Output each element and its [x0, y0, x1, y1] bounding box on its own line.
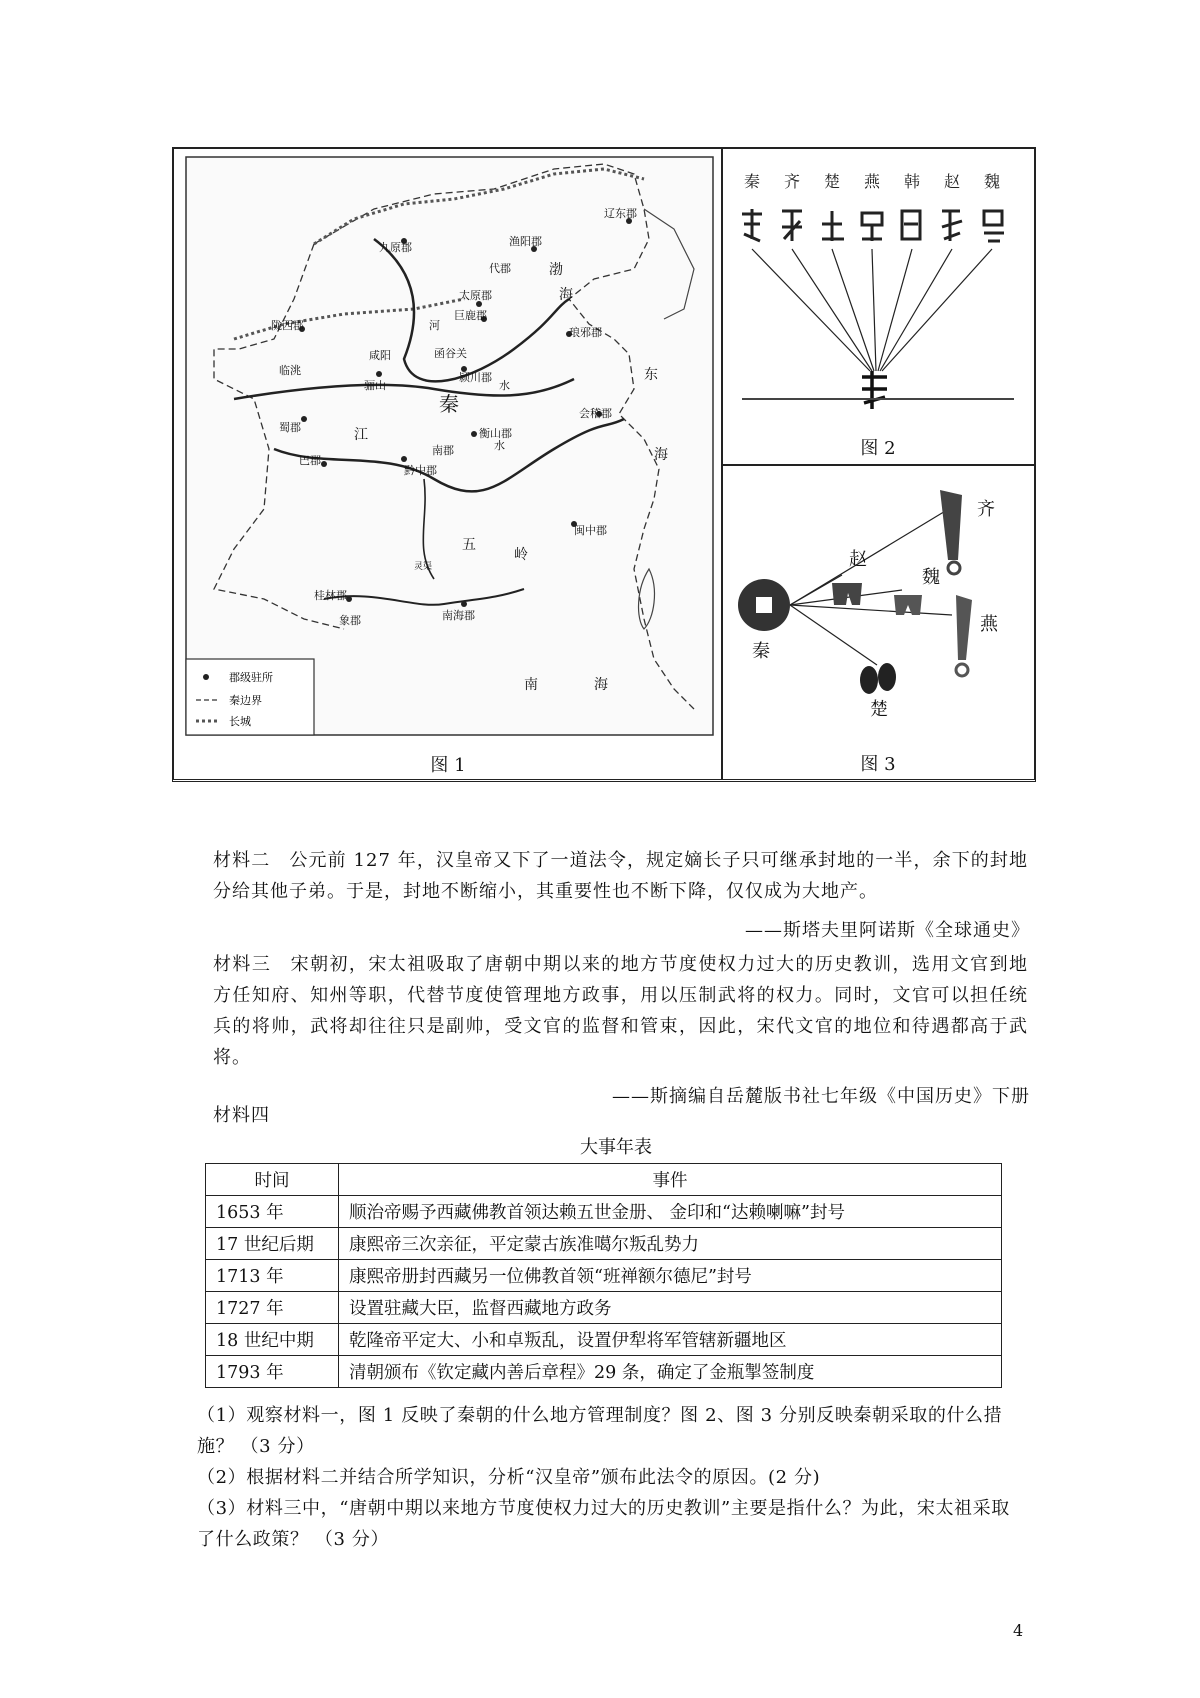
coin-label: 魏 — [922, 567, 940, 588]
map-label: 桂林郡 — [314, 589, 347, 602]
table-row — [206, 1324, 1002, 1356]
coin-label: 齐 — [977, 499, 995, 520]
state-label: 楚 — [824, 172, 841, 191]
figure-3-caption: 图 3 — [860, 754, 896, 775]
coin-label: 秦 — [752, 641, 770, 662]
map-label: 衡山郡 — [479, 427, 512, 440]
map-label: 水 — [499, 379, 510, 392]
state-label: 魏 — [984, 172, 1001, 191]
map-label: 岭 — [514, 547, 528, 563]
map-label: 海 — [594, 677, 608, 693]
map-label: 渔阳郡 — [509, 235, 542, 248]
map-label: 黔中郡 — [404, 464, 437, 477]
map-label: 南 — [524, 677, 538, 693]
state-label: 燕 — [864, 172, 881, 191]
script-unification-svg — [722, 149, 1034, 429]
coin-label: 楚 — [870, 699, 888, 720]
map-label: 蜀郡 — [279, 421, 301, 434]
map-label: 琅邪郡 — [569, 326, 602, 339]
events-table — [205, 1163, 1002, 1388]
time-cell: 1653 年 — [206, 1196, 339, 1228]
map-label: 巴郡 — [299, 454, 321, 467]
table-row — [206, 1260, 1002, 1292]
legend-border: 秦边界 — [229, 694, 262, 707]
question-1: （1）观察材料一，图 1 反映了秦朝的什么地方管理制度？图 2、图 3 分别反映秦朝采取的什么措施？ （3 分） — [197, 1405, 1003, 1457]
page-number: 4 — [1013, 1621, 1024, 1640]
state-label: 秦 — [744, 172, 761, 191]
state-label: 韩 — [904, 172, 921, 191]
time-cell: 1793 年 — [206, 1356, 339, 1388]
event-cell: 康熙帝三次亲征，平定蒙古族准噶尔叛乱势力 — [339, 1228, 1002, 1260]
map-label: 代郡 — [489, 262, 511, 275]
legend-wall: 长城 — [229, 715, 251, 728]
currency-unification-svg — [722, 465, 1034, 735]
map-label: 秦 — [439, 392, 459, 416]
event-cell: 乾隆帝平定大、小和卓叛乱，设置伊犁将军管辖新疆地区 — [339, 1324, 1002, 1356]
map-label: 五 — [462, 537, 476, 553]
table-row — [206, 1292, 1002, 1324]
event-cell: 设置驻藏大臣，监督西藏地方政务 — [339, 1292, 1002, 1324]
map-label: 陇西郡 — [271, 319, 304, 332]
coin-label: 赵 — [849, 549, 867, 570]
map-label: 灵渠 — [414, 562, 433, 572]
header-time: 时间 — [206, 1164, 339, 1196]
map-label: 南海郡 — [442, 609, 475, 622]
material-2-source: ——斯塔夫里阿诺斯《全球通史》 — [745, 920, 1030, 941]
map-label: 颍川郡 — [459, 371, 492, 384]
chu-ant-nose-coin — [860, 666, 878, 694]
map-label: 九原郡 — [379, 241, 412, 254]
time-cell: 1727 年 — [206, 1292, 339, 1324]
figure-1-map — [173, 148, 723, 780]
map-label: 南郡 — [432, 444, 454, 457]
map-label: 巨鹿郡 — [454, 309, 487, 322]
map-label: 渤 — [549, 262, 563, 278]
figure-3-coins — [721, 464, 1035, 780]
material-2-text: 材料二 公元前 127 年，汉皇帝又下了一道法令，规定嫡长子只可继承封地的一半，余下的封地分给其他子弟。于是，封地不断缩小，其重要性也不断下降，仅仅成为大地产。 — [213, 850, 1028, 902]
table-row — [206, 1196, 1002, 1228]
coin-label: 燕 — [980, 614, 998, 635]
state-label: 赵 — [944, 172, 961, 191]
map-label: 太原郡 — [459, 289, 492, 302]
convergence-lines — [752, 249, 992, 371]
map-label: 会稽郡 — [579, 407, 612, 420]
header-event: 事件 — [339, 1164, 1002, 1196]
map-label: 辽东郡 — [604, 207, 637, 220]
qi-knife-coin — [940, 490, 962, 560]
material-3-text: 材料三 宋朝初，宋太祖吸取了唐朝中期以来的地方节度使权力过大的历史教训，选用文官到地方任知府、知州等职，代替节度使管理地方政事，用以压制武将的权力。同时，文官可以担任统兵的将帅，武将却往往只是副帅，受文官的监督和管束，因此，宋代文官的地位和待遇都高于武将。 — [213, 954, 1028, 1068]
qin-small-seal-glyph — [862, 371, 887, 409]
map-label: 河 — [429, 319, 440, 332]
legend-seat: 郡级驻所 — [229, 671, 273, 684]
figure-1-caption: 图 1 — [430, 755, 466, 776]
table-title: 大事年表 — [580, 1137, 652, 1158]
figure-2-scripts — [721, 148, 1035, 466]
map-label: 骊山 — [364, 379, 386, 392]
event-cell: 顺治帝赐予西藏佛教首领达赖五世金册、 金印和“达赖喇嘛”封号 — [339, 1196, 1002, 1228]
map-label: 江 — [354, 427, 368, 443]
map-legend — [186, 659, 314, 735]
zhao-spade-coin — [832, 583, 862, 605]
event-cell: 康熙帝册封西藏另一位佛教首领“班禅额尔德尼”封号 — [339, 1260, 1002, 1292]
qin-map-svg — [174, 149, 721, 739]
map-label: 象郡 — [339, 614, 361, 627]
event-cell: 清朝颁布《钦定藏内善后章程》29 条，确定了金瓶掣签制度 — [339, 1356, 1002, 1388]
material-3-source: ——斯摘编自岳麓版书社七年级《中国历史》下册 — [612, 1086, 1030, 1107]
map-label: 函谷关 — [434, 347, 467, 360]
map-label: 临洮 — [279, 364, 301, 377]
time-cell: 1713 年 — [206, 1260, 339, 1292]
figure-panel — [172, 147, 1036, 782]
ancient-glyphs — [742, 209, 1004, 241]
table-row — [206, 1356, 1002, 1388]
table-row — [206, 1228, 1002, 1260]
map-label: 海 — [559, 287, 573, 303]
map-label: 海 — [654, 447, 668, 463]
map-label: 水 — [494, 439, 505, 452]
table-header-row — [206, 1164, 1002, 1196]
question-2: （2）根据材料二并结合所学知识，分析“汉皇帝”颁布此法令的原因。(2 分) — [197, 1467, 821, 1488]
state-label: 齐 — [784, 172, 801, 191]
material-4-label: 材料四 — [213, 1105, 270, 1126]
yan-knife-coin — [956, 595, 972, 660]
map-label: 咸阳 — [369, 349, 391, 362]
time-cell: 17 世纪后期 — [206, 1228, 339, 1260]
question-3: （3）材料三中，“唐朝中期以来地方节度使权力过大的历史教训”主要是指什么？为此，宋太祖采取了什么政策？ （3 分） — [197, 1498, 1010, 1550]
map-label: 东 — [644, 367, 658, 383]
map-label: 闽中郡 — [574, 524, 607, 537]
figure-2-caption: 图 2 — [860, 438, 896, 459]
time-cell: 18 世纪中期 — [206, 1324, 339, 1356]
